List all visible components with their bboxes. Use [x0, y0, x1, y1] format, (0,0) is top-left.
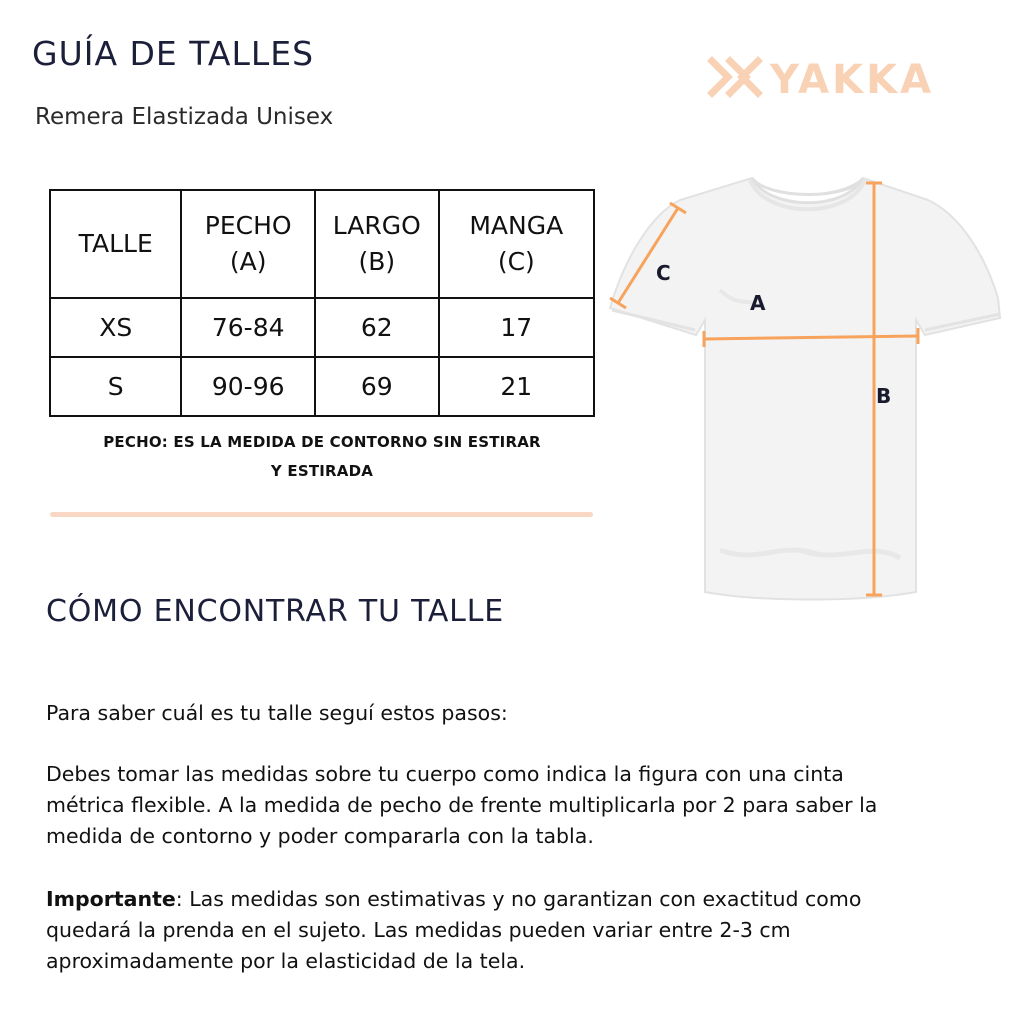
- important-label: Importante: [46, 887, 176, 911]
- header-talle: TALLE: [50, 190, 181, 298]
- size-table: [49, 189, 595, 417]
- chest-note: PECHO: ES LA MEDIDA DE CONTORNO SIN ESTIRAR Y ESTIRADA: [103, 433, 541, 480]
- cell-length: 69: [315, 357, 439, 416]
- brand-wordmark: YAKKA: [770, 57, 935, 98]
- table-row: [50, 357, 594, 416]
- cell-chest: 90-96: [181, 357, 315, 416]
- guide-intro: Para saber cuál es tu talle seguí estos pasos:: [46, 701, 508, 725]
- label-a: A: [750, 291, 766, 315]
- cell-sleeve: 17: [439, 298, 594, 357]
- cell-sleeve: 21: [439, 357, 594, 416]
- cell-size: S: [50, 357, 181, 416]
- header-manga: MANGA (C): [439, 190, 594, 298]
- divider: [50, 512, 593, 517]
- cell-length: 62: [315, 298, 439, 357]
- table-row: [50, 298, 594, 357]
- page-subtitle: Remera Elastizada Unisex: [35, 104, 334, 130]
- label-b: B: [876, 384, 892, 408]
- brand-logo: [706, 56, 958, 98]
- guide-heading: CÓMO ENCONTRAR TU TALLE: [46, 594, 504, 629]
- tshirt-outline: [610, 178, 1000, 600]
- guide-important: Importante: Las medidas son estimativas y no garantizan con exactitud como quedará la prenda en el sujeto. Las medidas pueden variar entre 2-3 cm aproximadamente por la elasticidad de la tela.: [46, 887, 862, 973]
- page-title: GUÍA DE TALLES: [32, 34, 315, 73]
- tshirt-diagram: [600, 170, 1010, 610]
- cell-size: XS: [50, 298, 181, 357]
- header-pecho: PECHO (A): [181, 190, 315, 298]
- table-header-row: [50, 190, 594, 298]
- guide-steps: Debes tomar las medidas sobre tu cuerpo como indica la figura con una cinta métrica flexible. A la medida de pecho de frente multiplicarla por 2 para saber la medida de contorno y poder compararla con la tabla.: [46, 762, 878, 848]
- cell-chest: 76-84: [181, 298, 315, 357]
- header-largo: LARGO (B): [315, 190, 439, 298]
- label-c: C: [656, 261, 671, 285]
